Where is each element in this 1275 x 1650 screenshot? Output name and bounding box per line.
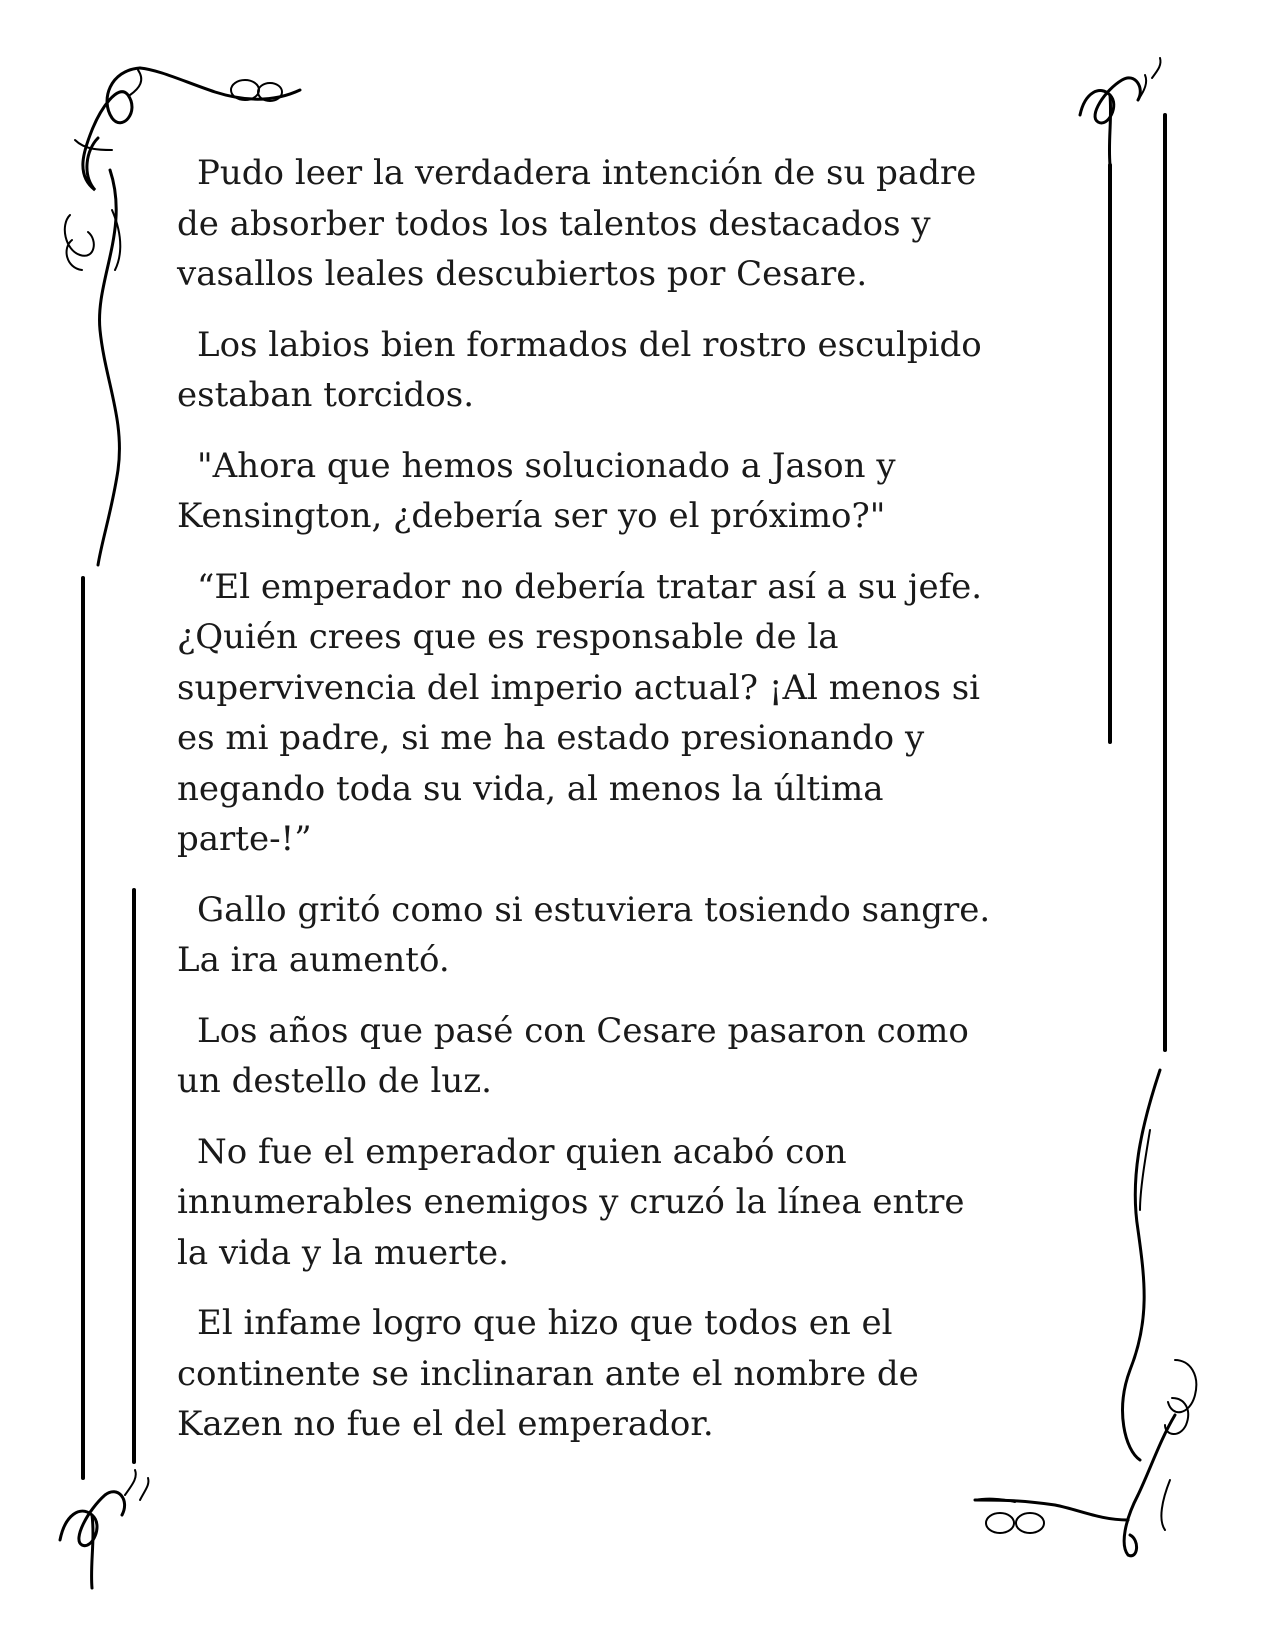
paragraph: "Ahora que hemos solucionado a Jason y Kensington, ¿debería ser yo el próximo?" bbox=[177, 445, 896, 536]
bottom-left-flourish-icon bbox=[60, 1470, 148, 1588]
paragraph: “El emperador no debería tratar así a su jefe. ¿Quién crees que es responsable de la supervivencia del imperio actual? ¡Al menos si es mi padre, si me ha estado presionando y negando toda su vida, al menos la última parte-!” bbox=[177, 566, 983, 859]
top-right-flourish-icon bbox=[1080, 58, 1161, 165]
paragraph: El infame logro que hizo que todos en el continente se inclinaran ante el nombre de Kazen no fue el del emperador. bbox=[177, 1303, 919, 1444]
paragraph: Los labios bien formados del rostro esculpido estaban torcidos. bbox=[177, 324, 982, 415]
paragraph: No fue el emperador quien acabó con innumerables enemigos y cruzó la línea entre la vida y la muerte. bbox=[177, 1131, 965, 1273]
story-text bbox=[177, 148, 1077, 1470]
paragraph: Gallo gritó como si estuviera tosiendo sangre. La ira aumentó. bbox=[177, 889, 991, 980]
paragraph: Pudo leer la verdadera intención de su padre de absorber todos los talentos destacados y vasallos leales descubiertos por Cesare. bbox=[177, 153, 977, 294]
paragraph: Los años que pasé con Cesare pasaron como un destello de luz. bbox=[177, 1010, 969, 1101]
